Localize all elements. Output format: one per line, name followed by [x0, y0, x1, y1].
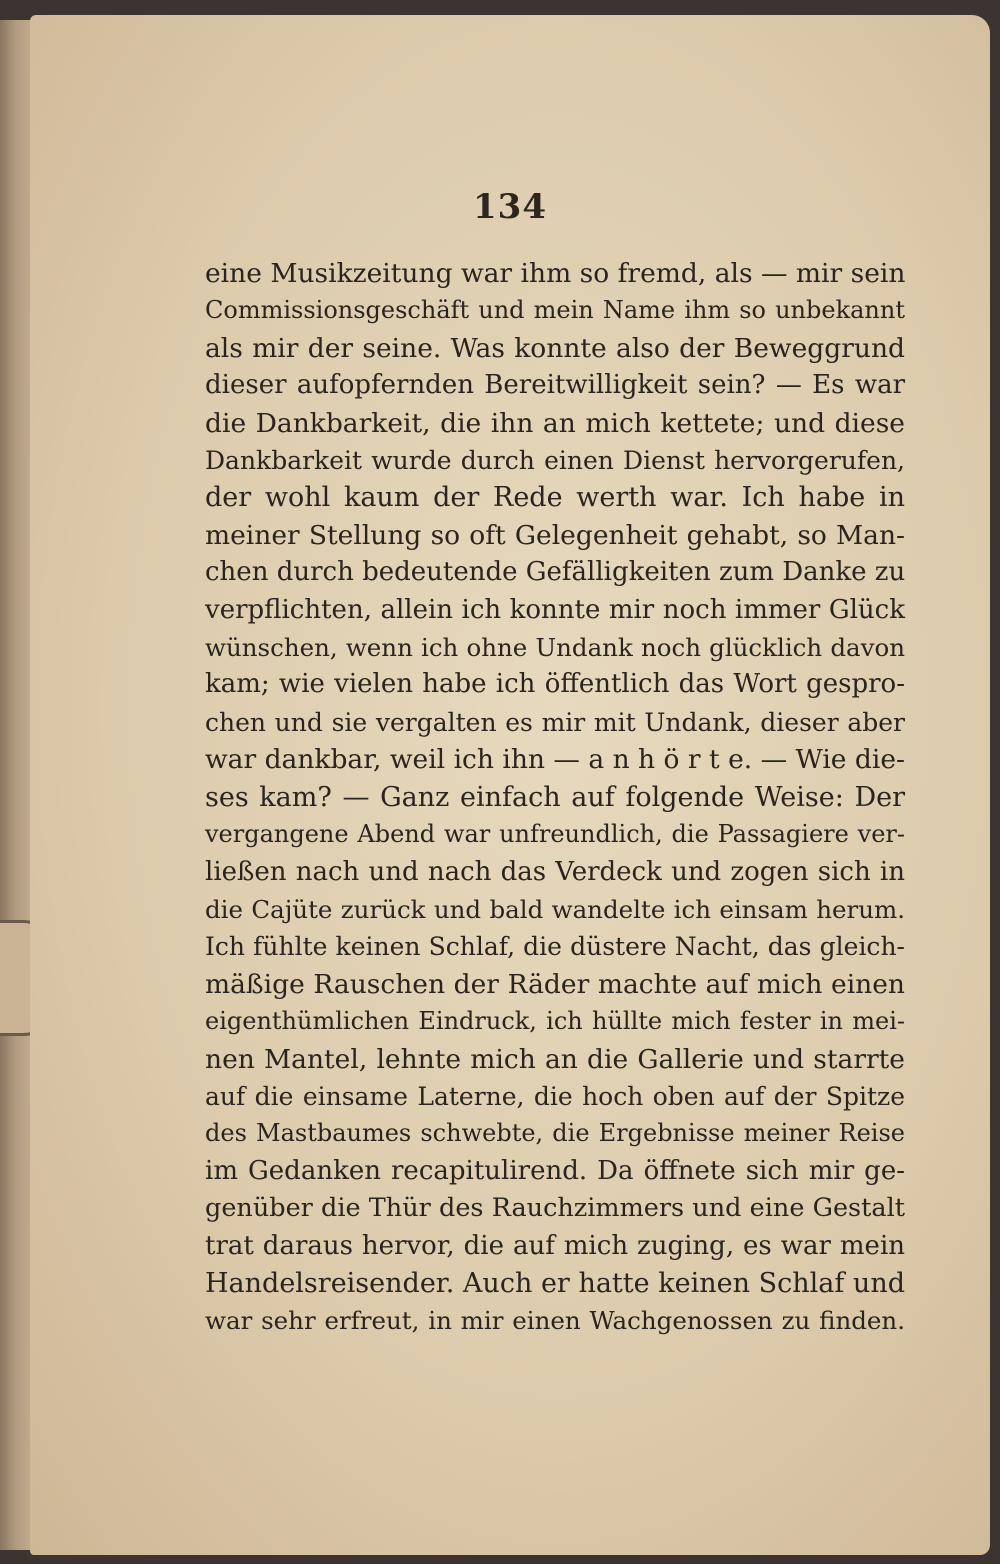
text-line: eine Musikzeitung war ihm so fremd, als — mir sein: [205, 258, 906, 289]
text-line: genüber die Thür des Rauchzimmers und eine Gestalt: [205, 1193, 905, 1224]
text-line: wünschen, wenn ich ohne Undank noch glücklich davon: [205, 633, 905, 663]
text-line: trat daraus hervor, die auf mich zuging, es war mein: [205, 1230, 905, 1261]
text-line: verpflichten, allein ich konnte mir noch immer Glück: [205, 594, 905, 625]
text-line: chen durch bedeutende Gefälligkeiten zum Danke zu: [205, 557, 906, 588]
text-line: ses kam? — Ganz einfach auf folgende Weise: Der: [205, 781, 905, 813]
text-line: chen und sie vergalten es mir mit Undank, dieser aber: [205, 707, 905, 737]
page-number: 134: [473, 187, 547, 227]
body-text: [205, 255, 905, 1340]
text-line: Ich fühlte keinen Schlaf, die düstere Nacht, das gleich-: [205, 932, 905, 962]
text-line: vergangene Abend war unfreundlich, die Passagiere ver-: [205, 820, 905, 849]
text-line: meiner Stellung so oft Gelegenheit gehabt, so Man-: [205, 519, 905, 551]
text-line: nen Mantel, lehnte mich an die Gallerie und starrte: [205, 1043, 905, 1075]
text-line: Commissionsgeschäft und mein Name ihm so unbekannt: [205, 296, 905, 325]
text-line: mäßige Rauschen der Räder machte auf mich einen: [205, 968, 905, 1000]
text-line: der wohl kaum der Rede werth war. Ich habe in: [205, 482, 905, 514]
text-line: auf die einsame Laterne, die hoch oben auf der Spitze: [205, 1081, 905, 1111]
text-line: des Mastbaumes schwebte, die Ergebnisse meiner Reise: [205, 1119, 905, 1148]
text-line: war dankbar, weil ich ihn — a n h ö r t e. — Wie die-: [205, 744, 905, 776]
book-page: [30, 15, 990, 1555]
text-line: ließen nach und nach das Verdeck und zogen sich in: [205, 856, 905, 887]
text-line: war sehr erfreut, in mir einen Wachgenossen zu finden.: [205, 1306, 905, 1336]
text-line: die Dankbarkeit, die ihn an mich kettete; und diese: [205, 407, 905, 439]
text-line: die Cajüte zurück und bald wandelte ich einsam herum.: [205, 894, 905, 924]
text-line: kam; wie vielen habe ich öffentlich das Wort gespro-: [205, 669, 905, 700]
text-line: Dankbarkeit wurde durch einen Dienst hervorgerufen,: [205, 446, 905, 476]
text-line: als mir der seine. Was konnte also der Beweggrund: [205, 332, 905, 364]
text-line: eigenthümlichen Eindruck, ich hüllte mich fester in mei-: [205, 1007, 905, 1036]
text-line: dieser aufopfernden Bereitwilligkeit sein? — Es war: [205, 370, 905, 401]
text-line: im Gedanken recapitulirend. Da öffnete sich mir ge-: [205, 1155, 905, 1186]
text-line: Handelsreisender. Auch er hatte keinen Schlaf und: [205, 1267, 905, 1299]
